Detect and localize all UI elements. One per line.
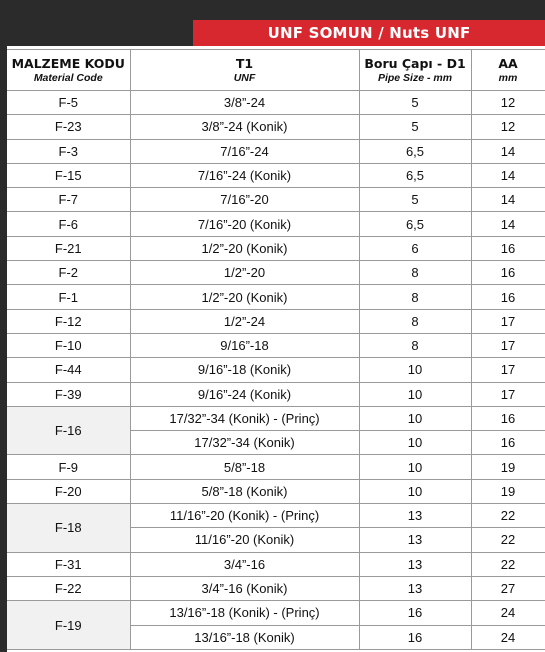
cell-aa: 22 bbox=[471, 528, 545, 552]
nuts-table bbox=[7, 49, 545, 650]
cell-d1: 8 bbox=[359, 309, 471, 333]
cell-t1: 3/4”-16 bbox=[130, 552, 359, 576]
cell-t1: 1/2”-20 (Konik) bbox=[130, 236, 359, 260]
cell-t1: 7/16”-20 bbox=[130, 188, 359, 212]
cell-d1: 13 bbox=[359, 504, 471, 528]
table-row bbox=[7, 382, 545, 406]
cell-aa: 16 bbox=[471, 431, 545, 455]
title-banner-dark bbox=[7, 20, 193, 46]
cell-t1: 9/16”-18 bbox=[130, 333, 359, 357]
table-row bbox=[7, 139, 545, 163]
header-pipe-size: Boru Çapı - D1 Pipe Size - mm bbox=[359, 50, 471, 91]
table-row bbox=[7, 115, 545, 139]
cell-aa: 14 bbox=[471, 188, 545, 212]
cell-aa: 14 bbox=[471, 212, 545, 236]
cell-t1: 9/16”-18 (Konik) bbox=[130, 358, 359, 382]
cell-aa: 14 bbox=[471, 163, 545, 187]
cell-code: F-6 bbox=[7, 212, 130, 236]
header-t1: T1 UNF bbox=[130, 50, 359, 91]
cell-t1: 13/16”-18 (Konik) - (Prinç) bbox=[130, 601, 359, 625]
cell-t1: 5/8”-18 (Konik) bbox=[130, 479, 359, 503]
table-row bbox=[7, 91, 545, 115]
cell-aa: 17 bbox=[471, 358, 545, 382]
table-row bbox=[7, 285, 545, 309]
cell-t1: 17/32”-34 (Konik) bbox=[130, 431, 359, 455]
cell-d1: 8 bbox=[359, 285, 471, 309]
cell-t1: 17/32”-34 (Konik) - (Prinç) bbox=[130, 406, 359, 430]
cell-code: F-16 bbox=[7, 406, 130, 455]
table-row bbox=[7, 504, 545, 528]
page-title: UNF SOMUN / Nuts UNF bbox=[267, 24, 471, 42]
cell-code: F-39 bbox=[7, 382, 130, 406]
cell-code: F-9 bbox=[7, 455, 130, 479]
cell-d1: 8 bbox=[359, 333, 471, 357]
cell-t1: 3/8”-24 (Konik) bbox=[130, 115, 359, 139]
cell-aa: 16 bbox=[471, 261, 545, 285]
table-row bbox=[7, 212, 545, 236]
cell-d1: 5 bbox=[359, 91, 471, 115]
cell-d1: 10 bbox=[359, 479, 471, 503]
cell-aa: 22 bbox=[471, 504, 545, 528]
cell-d1: 6,5 bbox=[359, 212, 471, 236]
left-strip bbox=[0, 20, 7, 652]
cell-code: F-21 bbox=[7, 236, 130, 260]
table-row bbox=[7, 358, 545, 382]
cell-code: F-18 bbox=[7, 504, 130, 553]
cell-code: F-15 bbox=[7, 163, 130, 187]
cell-aa: 17 bbox=[471, 309, 545, 333]
cell-t1: 7/16”-24 bbox=[130, 139, 359, 163]
cell-code: F-23 bbox=[7, 115, 130, 139]
table-body bbox=[7, 91, 545, 650]
cell-t1: 3/8”-24 bbox=[130, 91, 359, 115]
cell-aa: 17 bbox=[471, 382, 545, 406]
cell-t1: 1/2”-24 bbox=[130, 309, 359, 333]
cell-code: F-5 bbox=[7, 91, 130, 115]
cell-aa: 14 bbox=[471, 139, 545, 163]
cell-code: F-31 bbox=[7, 552, 130, 576]
cell-d1: 10 bbox=[359, 358, 471, 382]
cell-code: F-19 bbox=[7, 601, 130, 650]
cell-d1: 5 bbox=[359, 115, 471, 139]
cell-d1: 13 bbox=[359, 528, 471, 552]
table-row bbox=[7, 309, 545, 333]
cell-code: F-22 bbox=[7, 576, 130, 600]
table-row bbox=[7, 236, 545, 260]
table-row bbox=[7, 163, 545, 187]
header-aa: AA mm bbox=[471, 50, 545, 91]
header-row bbox=[7, 50, 545, 91]
cell-d1: 6 bbox=[359, 236, 471, 260]
cell-aa: 24 bbox=[471, 625, 545, 649]
table-row bbox=[7, 333, 545, 357]
cell-code: F-12 bbox=[7, 309, 130, 333]
cell-t1: 11/16”-20 (Konik) - (Prinç) bbox=[130, 504, 359, 528]
cell-aa: 17 bbox=[471, 333, 545, 357]
table-row bbox=[7, 455, 545, 479]
cell-code: F-2 bbox=[7, 261, 130, 285]
cell-code: F-20 bbox=[7, 479, 130, 503]
cell-code: F-3 bbox=[7, 139, 130, 163]
cell-code: F-7 bbox=[7, 188, 130, 212]
cell-aa: 22 bbox=[471, 552, 545, 576]
table-row bbox=[7, 261, 545, 285]
cell-aa: 19 bbox=[471, 455, 545, 479]
cell-t1: 1/2”-20 bbox=[130, 261, 359, 285]
cell-code: F-1 bbox=[7, 285, 130, 309]
cell-t1: 9/16”-24 (Konik) bbox=[130, 382, 359, 406]
cell-d1: 10 bbox=[359, 431, 471, 455]
cell-t1: 1/2”-20 (Konik) bbox=[130, 285, 359, 309]
cell-d1: 16 bbox=[359, 601, 471, 625]
header-material-code: MALZEME KODU Material Code bbox=[7, 50, 130, 91]
cell-t1: 7/16”-24 (Konik) bbox=[130, 163, 359, 187]
cell-d1: 10 bbox=[359, 382, 471, 406]
top-bar bbox=[0, 0, 545, 20]
table-row bbox=[7, 552, 545, 576]
cell-t1: 7/16”-20 (Konik) bbox=[130, 212, 359, 236]
table-row bbox=[7, 601, 545, 625]
table-row bbox=[7, 479, 545, 503]
table-row bbox=[7, 188, 545, 212]
cell-aa: 16 bbox=[471, 236, 545, 260]
cell-t1: 11/16”-20 (Konik) bbox=[130, 528, 359, 552]
cell-aa: 19 bbox=[471, 479, 545, 503]
cell-d1: 8 bbox=[359, 261, 471, 285]
cell-aa: 12 bbox=[471, 91, 545, 115]
table-row bbox=[7, 576, 545, 600]
title-banner bbox=[7, 20, 545, 46]
table-row bbox=[7, 406, 545, 430]
cell-aa: 27 bbox=[471, 576, 545, 600]
cell-aa: 16 bbox=[471, 406, 545, 430]
cell-d1: 13 bbox=[359, 576, 471, 600]
cell-d1: 13 bbox=[359, 552, 471, 576]
cell-aa: 16 bbox=[471, 285, 545, 309]
cell-code: F-10 bbox=[7, 333, 130, 357]
cell-code: F-44 bbox=[7, 358, 130, 382]
cell-t1: 5/8”-18 bbox=[130, 455, 359, 479]
cell-aa: 12 bbox=[471, 115, 545, 139]
cell-d1: 10 bbox=[359, 406, 471, 430]
cell-d1: 10 bbox=[359, 455, 471, 479]
cell-d1: 6,5 bbox=[359, 139, 471, 163]
cell-d1: 6,5 bbox=[359, 163, 471, 187]
cell-d1: 16 bbox=[359, 625, 471, 649]
cell-t1: 13/16”-18 (Konik) bbox=[130, 625, 359, 649]
cell-d1: 5 bbox=[359, 188, 471, 212]
cell-t1: 3/4”-16 (Konik) bbox=[130, 576, 359, 600]
cell-aa: 24 bbox=[471, 601, 545, 625]
